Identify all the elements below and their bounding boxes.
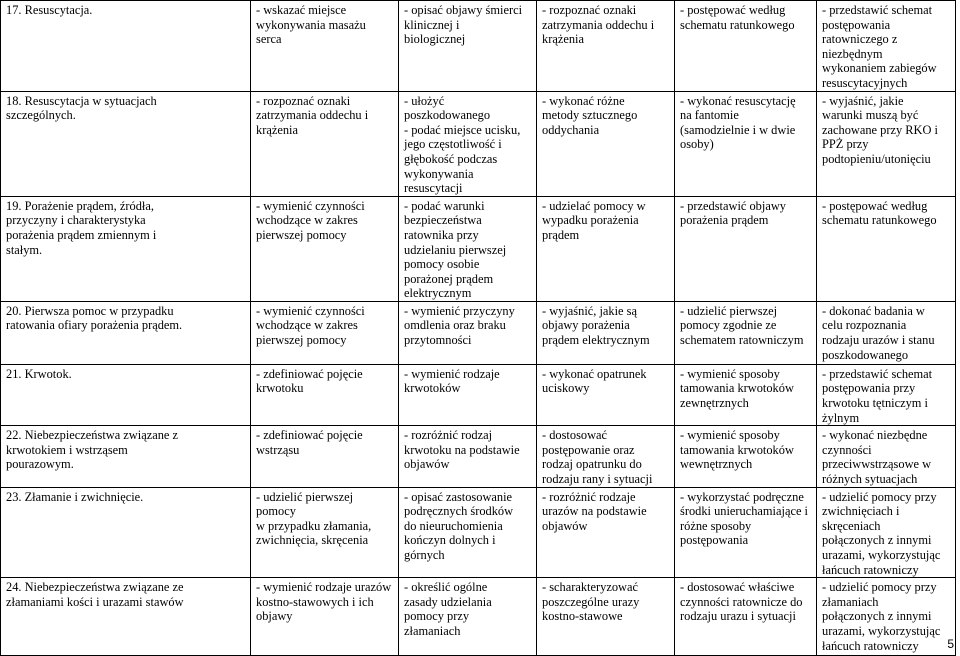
requirement-cell — [817, 91, 956, 196]
requirement-cell — [675, 364, 817, 425]
requirement-cell — [537, 196, 675, 301]
requirement-cell — [537, 91, 675, 196]
requirement-cell — [251, 578, 399, 656]
requirement-text: - rozróżnić rodzaje urazów na podstawie objawów — [542, 489, 647, 533]
requirement-text: - przedstawić schemat postępowania przy krwotoku tętniczym i żylnym — [822, 366, 933, 425]
table-row — [1, 301, 956, 364]
requirement-cell — [251, 196, 399, 301]
requirement-text: - zdefiniować pojęcie krwotoku — [256, 366, 363, 396]
requirement-cell — [399, 301, 537, 364]
requirement-cell — [399, 426, 537, 487]
table-row — [1, 426, 956, 487]
requirement-text: - wykonać różne metody sztucznego oddychania — [542, 93, 638, 137]
requirement-text: - podać warunki bezpieczeństwa ratownika przy udzielaniu pierwszej pomocy osobie porażonej prądem elektrycznym — [404, 198, 507, 301]
table-row — [1, 91, 956, 196]
requirement-cell — [817, 578, 956, 656]
requirement-cell — [399, 1, 537, 92]
requirement-text: - wymienić czynności wchodzące w zakres pierwszej pomocy — [256, 303, 365, 348]
requirement-cell — [537, 426, 675, 487]
table-row — [1, 196, 956, 301]
requirement-text: - wykorzystać podręczne środki unieruchamiające i różne sposoby postępowania — [680, 489, 808, 548]
requirement-text: - wymienić przyczyny omdlenia oraz braku przytomności — [404, 303, 515, 348]
requirement-text: - udzielić pomocy przy zwichnięciach i skręceniach połączonych z innymi urazami, wykorzystując łańcuch ratowniczy — [822, 489, 941, 577]
requirement-cell — [251, 364, 399, 425]
requirement-cell — [675, 426, 817, 487]
requirement-text: - udzielić pierwszej pomocy w przypadku złamania, zwichnięcia, skręcenia — [256, 489, 372, 548]
requirement-text: - wykonać resuscytację na fantomie (samodzielnie i w dwie osoby) — [680, 93, 796, 152]
requirement-cell — [251, 301, 399, 364]
topic-text: 19. Porażenie prądem, źródła, przyczyny i charakterystyka porażenia prądem zmiennym i stałym. — [6, 198, 157, 257]
requirement-cell — [251, 426, 399, 487]
requirement-text: - wyjaśnić, jakie warunki muszą być zachowane przy RKO i PPŻ przy podtopieniu/utonięciu — [822, 93, 938, 166]
requirement-text: - postępować według schematu ratunkowego — [680, 3, 795, 32]
requirement-cell — [817, 364, 956, 425]
requirement-text: - scharakteryzować poszczególne urazy kostno-stawowe — [542, 580, 640, 624]
table-row — [1, 1, 956, 92]
requirement-text: - rozróżnić rodzaj krwotoku na podstawie objawów — [404, 428, 520, 472]
requirement-cell — [251, 91, 399, 196]
requirement-text: - zdefiniować pojęcie wstrząsu — [256, 428, 363, 457]
requirement-text: - opisać objawy śmierci klinicznej i biologicznej — [404, 3, 523, 47]
requirement-cell — [537, 1, 675, 92]
topic-text: 21. Krwotok. — [6, 366, 72, 381]
table-row — [1, 487, 956, 578]
requirement-text: - rozpoznać oznaki zatrzymania oddechu i krążenia — [256, 93, 369, 137]
requirement-text: - wymienić sposoby tamowania krwotoków zewnętrznych — [680, 366, 794, 411]
topic-cell — [1, 578, 251, 656]
requirement-cell — [817, 426, 956, 487]
requirement-text: - ułożyć poszkodowanego - podać miejsce ucisku, jego częstotliwość i głębokość podczas wykonywania resuscytacji — [404, 93, 521, 196]
requirement-cell — [399, 487, 537, 578]
requirement-text: - przedstawić objawy porażenia prądem — [680, 198, 786, 228]
topic-cell — [1, 426, 251, 487]
requirement-cell — [675, 578, 817, 656]
requirement-text: - dostosować postępowanie oraz rodzaj opatrunku do rodzaju rany i sytuacji — [542, 428, 653, 487]
requirement-cell — [817, 196, 956, 301]
requirement-cell — [537, 578, 675, 656]
requirement-cell — [817, 1, 956, 92]
requirement-text: - wykonać opatrunek uciskowy — [542, 366, 647, 396]
requirement-text: - udzielać pomocy w wypadku porażenia prądem — [542, 198, 646, 242]
requirement-text: - dostosować właściwe czynności ratownicze do rodzaju urazu i sytuacji — [680, 580, 803, 624]
requirement-cell — [675, 487, 817, 578]
requirement-text: - wymienić rodzaje urazów kostno-stawowych i ich objawy — [256, 580, 392, 624]
requirement-cell — [251, 487, 399, 578]
topic-cell — [1, 196, 251, 301]
requirement-text: - wymienić sposoby tamowania krwotoków wewnętrznych — [680, 428, 794, 472]
requirement-text: - wymienić rodzaje krwotoków — [404, 366, 500, 396]
topic-cell — [1, 1, 251, 92]
requirement-text: - przedstawić schemat postępowania ratowniczego z niezbędnym wykonaniem zabiegów resuscytacyjnych — [822, 3, 937, 90]
requirement-text: - wskazać miejsce wykonywania masażu serca — [256, 3, 366, 47]
requirement-text: - określić ogólne zasady udzielania pomocy przy złamaniach — [404, 580, 492, 638]
requirement-cell — [537, 301, 675, 364]
requirement-text: - wykonać niezbędne czynności przeciwwstrząsowe w różnych sytuacjach — [822, 428, 932, 487]
requirement-cell — [537, 364, 675, 425]
topic-text: 22. Niebezpieczeństwa związane z krwotokiem i wstrząsem pourazowym. — [6, 428, 178, 472]
requirement-cell — [399, 91, 537, 196]
topic-cell — [1, 91, 251, 196]
requirement-text: - opisać zastosowanie podręcznych środków do nieuruchomienia kończyn dolnych i górnych — [404, 489, 514, 562]
requirement-cell — [675, 196, 817, 301]
requirement-text: - dokonać badania w celu rozpoznania rodzaju urazów i stanu poszkodowanego — [822, 303, 935, 362]
topic-cell — [1, 301, 251, 364]
topic-cell — [1, 364, 251, 425]
requirement-cell — [399, 364, 537, 425]
topic-text: 17. Resuscytacja. — [6, 3, 93, 17]
requirement-text: - postępować według schematu ratunkowego — [822, 198, 937, 228]
table-row — [1, 364, 956, 425]
requirement-cell — [251, 1, 399, 92]
requirement-cell — [817, 301, 956, 364]
requirement-cell — [675, 91, 817, 196]
topic-text: 23. Złamanie i zwichnięcie. — [6, 489, 144, 504]
requirement-text: - wymienić czynności wchodzące w zakres pierwszej pomocy — [256, 198, 365, 242]
requirement-text: - udzielić pierwszej pomocy zgodnie ze schematem ratowniczym — [680, 303, 804, 348]
requirement-cell — [817, 487, 956, 578]
requirement-cell — [675, 1, 817, 92]
topic-cell — [1, 487, 251, 578]
topic-text: 24. Niebezpieczeństwa związane ze złamaniami kości i urazami stawów — [6, 580, 184, 609]
requirement-text: - wyjaśnić, jakie są objawy porażenia prądem elektrycznym — [542, 303, 650, 348]
table-row — [1, 578, 956, 656]
topic-text: 18. Resuscytacja w sytuacjach szczególnych. — [6, 93, 157, 123]
requirement-cell — [399, 196, 537, 301]
requirement-text: - udzielić pomocy przy złamaniach połączonych z innymi urazami, wykorzystując łańcuch ratowniczy — [822, 580, 941, 653]
requirement-cell — [675, 301, 817, 364]
requirement-text: - rozpoznać oznaki zatrzymania oddechu i krążenia — [542, 3, 655, 47]
page-number: 5 — [947, 637, 954, 651]
requirement-cell — [399, 578, 537, 656]
topic-text: 20. Pierwsza pomoc w przypadku ratowania ofiary porażenia prądem. — [6, 303, 183, 333]
requirement-cell — [537, 487, 675, 578]
